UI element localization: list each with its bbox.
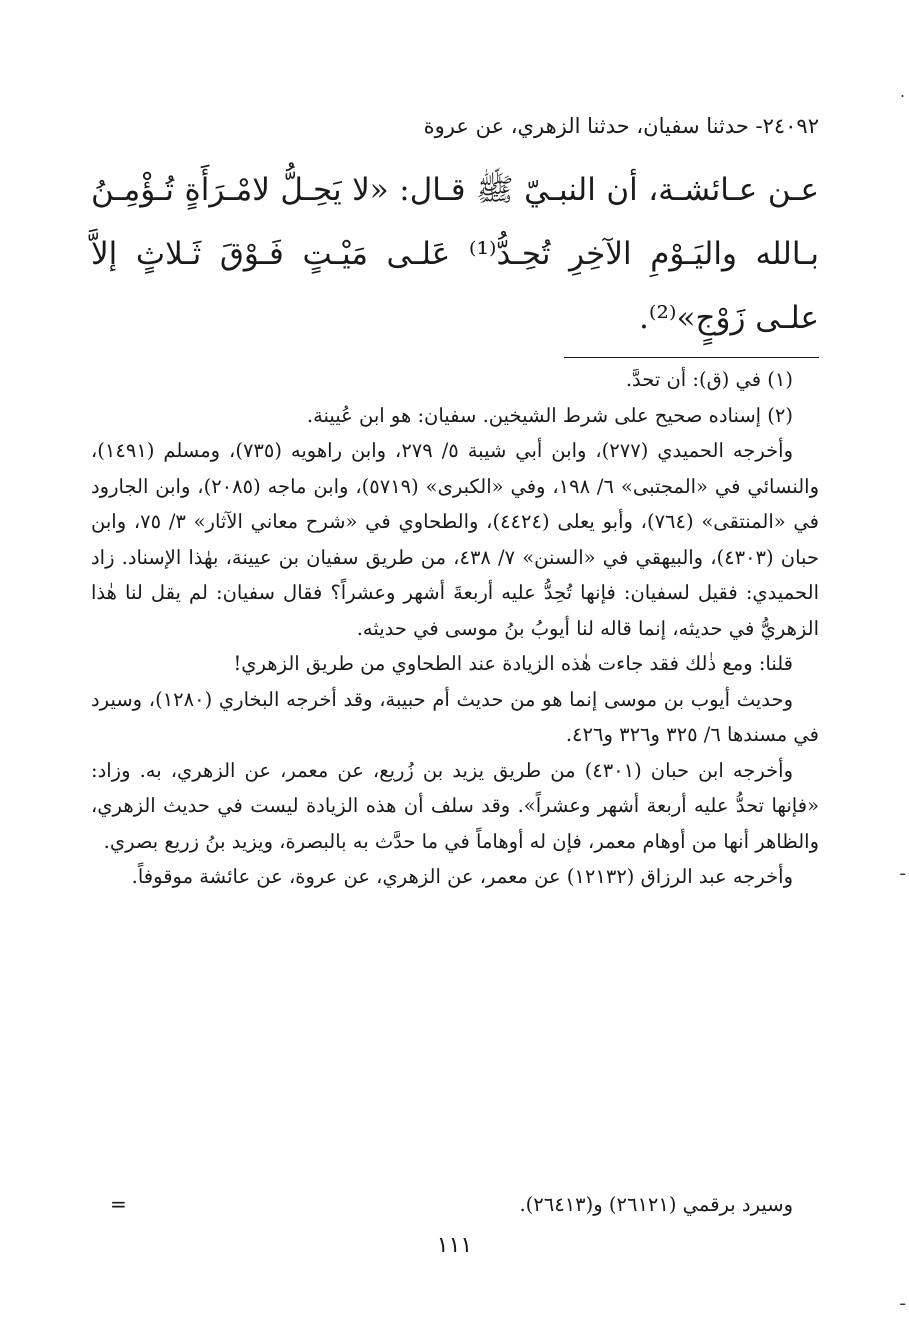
page-number: ١١١: [436, 1233, 473, 1258]
margin-mark: ـ: [900, 1290, 905, 1309]
footnote-paragraph: (٢) إسناده صحيح على شرط الشيخين. سفيان: هو ابن عُيينة.: [306, 403, 793, 427]
footnote-paragraph: وحديث أيوب بن موسى إنما هو من حديث أم حبيبة، وقد أخرجه البخاري (١٢٨٠)، وسيرد في مسندها ٦/ ٣٢٥ و٣٢٦ و٤٢٦.: [91, 687, 819, 746]
hadith-text: عـن عـائشـة، أن النبـيّ ﷺ قـال: «لا يَحِـلُّ لامْـرَأَةٍ تُـؤْمِـنُ بـالله واليَـوْمِ الآخِرِ تُحِـدُّ⁽¹⁾ عَلـى مَيْـتٍ فَـوْقَ ثَـلاثٍ إلاَّ علـى زَوْجٍ»⁽²⁾.: [91, 172, 819, 336]
footnote-separator: [564, 357, 819, 358]
margin-mark: .: [899, 82, 905, 101]
footnote-paragraph: قلنا: ومع ذٰلك فقد جاءت هٰذه الزيادة عند الطحاوي من طريق الزهري!: [233, 652, 793, 675]
continuation-mark: =: [110, 1192, 127, 1216]
footnote-paragraph: وأخرجه عبد الرزاق (١٢١٣٢) عن معمر، عن الزهري، عن عروة، عن عائشة موقوفاً.: [131, 865, 793, 888]
footnotes: [91, 362, 819, 895]
footnote-paragraph: وأخرجه ابن حبان (٤٣٠١) من طريق يزيد بن زُريع، عن معمر، عن الزهري، به. وزاد: «فإنها تحدُّ عليه أربعة أشهر وعشراً». وقد سلف أن هذه الزيادة ليست في حديث الزهري، والظاهر أنها من أوهام معمر، فإن له أوهاماً في ما حدَّث به بالبصرة، ويزيد بنُ زريع بصري.: [91, 758, 819, 853]
footnote-paragraph: (١) في (ق): أن تحدَّ.: [625, 368, 793, 391]
footnote-paragraph: وأخرجه الحميدي (٢٧٧)، وابن أبي شيبة ٥/ ٢٧٩، وابن راهويه (٧٣٥)، ومسلم (١٤٩١)، والنسائي في «المجتبى» ٦/ ١٩٨، وفي «الكبرى» (٥٧١٩)، وابن ماجه (٢٠٨٥)، وابن الجارود في «المنتقى» (٧٦٤)، وأبو يعلى (٤٤٢٤)، والطحاوي في «شرح معاني الآثار» ٣/ ٧٥، وابن حبان (٤٣٠٣)، والبيهقي في «السنن» ٧/ ٤٣٨، من طريق سفيان بن عيينة، بهٰذا الإسناد. زاد الحميدي: فقيل لسفيان: فإنها تُحِدُّ عليه أربعةَ أشهر وعشراً؟ فقال سفيان: لم يقل لنا هٰذا الزهريُّ في حديثه، إنما قاله لنا أيوبُ بنُ موسى في حديثه.: [91, 439, 820, 640]
footnote-continuation: وسيرد برقمي (٢٦١٢١) و(٢٦٤١٣).: [519, 1193, 793, 1216]
hadith-header: ٢٤٠٩٢- حدثنا سفيان، حدثنا الزهري، عن عروة: [423, 114, 819, 138]
margin-mark: ـ: [900, 860, 905, 879]
